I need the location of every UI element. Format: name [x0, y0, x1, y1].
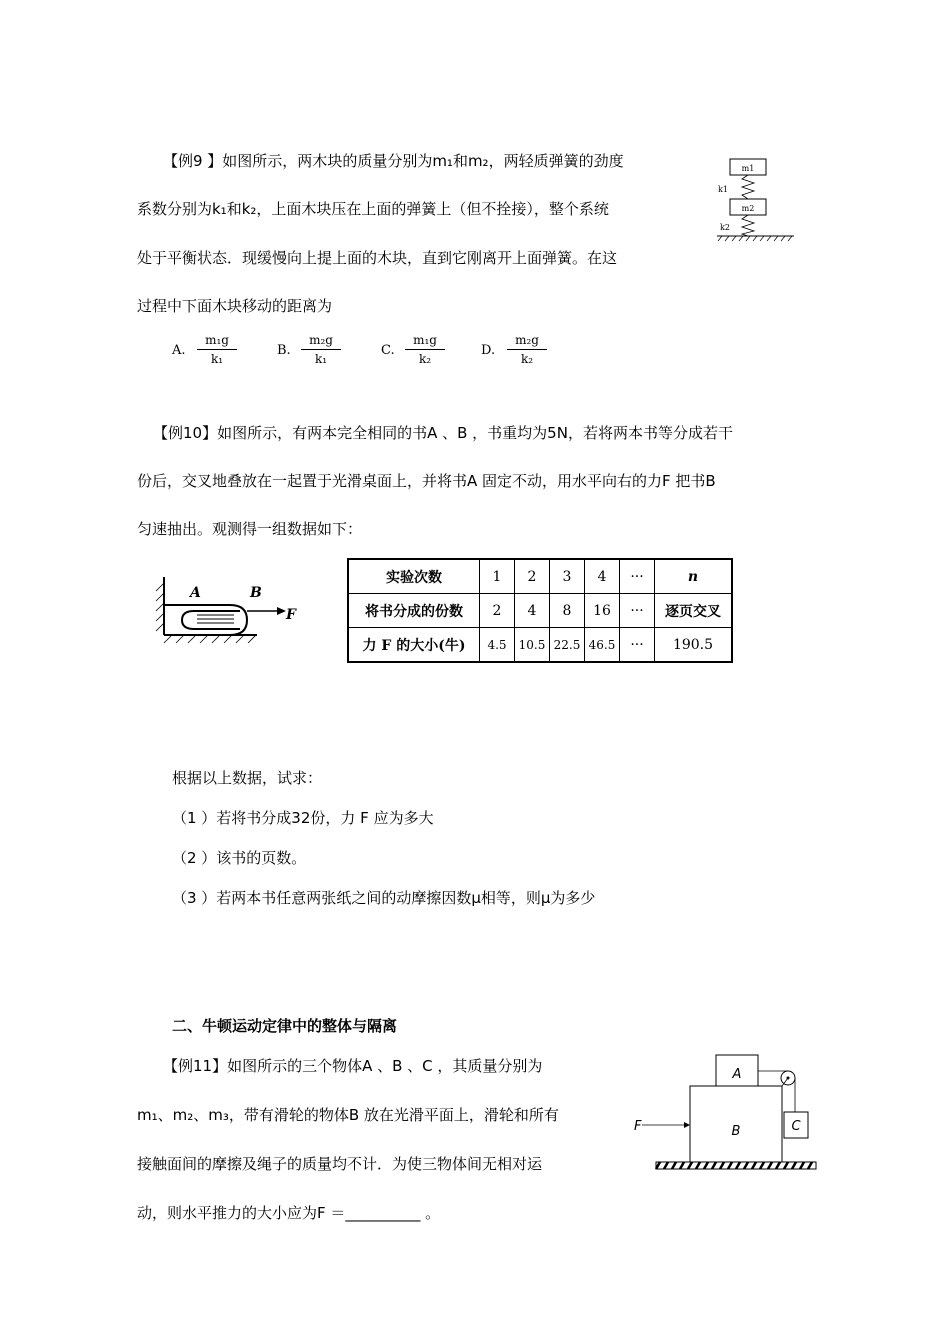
spring-k2-label: k2 — [720, 223, 730, 232]
ex11-line-3: 接触面间的摩擦及绳子的质量均不计．为使三物体间无相对运 — [137, 1155, 543, 1173]
table-cell: 4.5 — [480, 628, 515, 663]
table-cell: 4 — [515, 594, 550, 628]
table-cell: 2 — [515, 559, 550, 594]
ex9-line-1: 【例9 】如图所示，两木块的质量分别为m₁和m₂，两轻质弹簧的劲度 — [163, 152, 624, 170]
label-c: C — [791, 1119, 801, 1134]
option-d-letter: D. — [481, 343, 496, 358]
block-m1-label: m1 — [741, 164, 755, 173]
table-cell: ··· — [620, 628, 655, 663]
ex10-question-3: （3 ）若两本书任意两张纸之间的动摩擦因数μ相等，则μ为多少 — [172, 889, 596, 907]
section-heading: 二、牛顿运动定律中的整体与隔离 — [172, 1017, 398, 1035]
data-table — [347, 558, 733, 663]
label-f: F — [634, 1119, 642, 1134]
table-cell: 4 — [585, 559, 620, 594]
ex11-line-1: 【例11】如图所示的三个物体A 、B 、C ，其质量分别为 — [163, 1057, 543, 1075]
table-row — [348, 628, 732, 663]
ex10-intro: 根据以上数据，试求： — [172, 769, 323, 787]
option-c-letter: C. — [381, 343, 395, 358]
ex10-question-1: （1 ）若将书分成32份，力 F 应为多大 — [172, 809, 434, 827]
option-c-fraction: $\frac{\text{m₁g}}{\text{k₂}}$ — [405, 333, 445, 366]
ex9-line-4: 过程中下面木块移动的距离为 — [137, 297, 333, 315]
ex10-line-3: 匀速抽出。观测得一组数据如下： — [137, 520, 363, 538]
table-cell: ··· — [620, 594, 655, 628]
table-cell: 16 — [585, 594, 620, 628]
spring-k1 — [742, 175, 754, 199]
option-a-fraction: $\frac{\text{m₁g}}{\text{k₁}}$ — [197, 333, 237, 366]
table-cell: 逐页交叉 — [655, 594, 733, 628]
table-cell: 22.5 — [550, 628, 585, 663]
table-cell: ··· — [620, 559, 655, 594]
book-b — [182, 611, 240, 629]
table-cell: 3 — [550, 559, 585, 594]
table-cell: 8 — [550, 594, 585, 628]
spring-k1-label: k1 — [718, 185, 728, 194]
option-d-fraction: $\frac{\text{m₂g}}{\text{k₂}}$ — [507, 333, 547, 366]
ex10-line-2: 份后，交叉地叠放在一起置于光滑桌面上，并将书A 固定不动，用水平向右的力F 把书B — [137, 472, 716, 490]
table-cell: 46.5 — [585, 628, 620, 663]
books-figure — [152, 575, 302, 645]
block-m2-label: m2 — [741, 204, 755, 213]
option-b-letter: B. — [277, 343, 291, 358]
spring-system-figure — [712, 150, 797, 245]
table-cell: 10.5 — [515, 628, 550, 663]
ex10-line-1: 【例10】如图所示，有两本完全相同的书A 、B ，书重均为5N，若将两本书等分成若干 — [153, 424, 733, 442]
table-cell: 2 — [480, 594, 515, 628]
book-a — [164, 605, 247, 635]
label-b: B — [250, 585, 262, 601]
label-f: F — [286, 607, 296, 623]
ex9-line-2: 系数分别为k₁和k₂，上面木块压在上面的弹簧上（但不拴接），整个系统 — [137, 200, 609, 218]
table-cell: 将书分成的份数 — [348, 594, 480, 628]
ex11-line-2: m₁、m₂、m₃，带有滑轮的物体B 放在光滑平面上，滑轮和所有 — [137, 1106, 559, 1124]
label-a: A — [732, 1067, 742, 1082]
table-row — [348, 594, 732, 628]
three-blocks-figure — [630, 1050, 825, 1175]
ex11-line-4: 动，则水平推力的大小应为F ＝__________ 。 — [137, 1204, 441, 1222]
option-a-letter: A. — [172, 343, 186, 358]
spring-k2 — [742, 215, 754, 236]
label-b: B — [731, 1124, 741, 1139]
label-a: A — [190, 585, 201, 601]
ex9-line-3: 处于平衡状态．现缓慢向上提上面的木块，直到它刚离开上面弹簧。在这 — [137, 249, 618, 267]
table-row — [348, 559, 732, 594]
table-cell: 力 F 的大小(牛) — [348, 628, 480, 663]
ex10-question-2: （2 ）该书的页数。 — [172, 849, 307, 867]
table-cell: 1 — [480, 559, 515, 594]
table-cell: n — [655, 559, 733, 594]
table-cell: 190.5 — [655, 628, 733, 663]
table-cell: 实验次数 — [348, 559, 480, 594]
option-b-fraction: $\frac{\text{m₂g}}{\text{k₁}}$ — [301, 333, 341, 366]
